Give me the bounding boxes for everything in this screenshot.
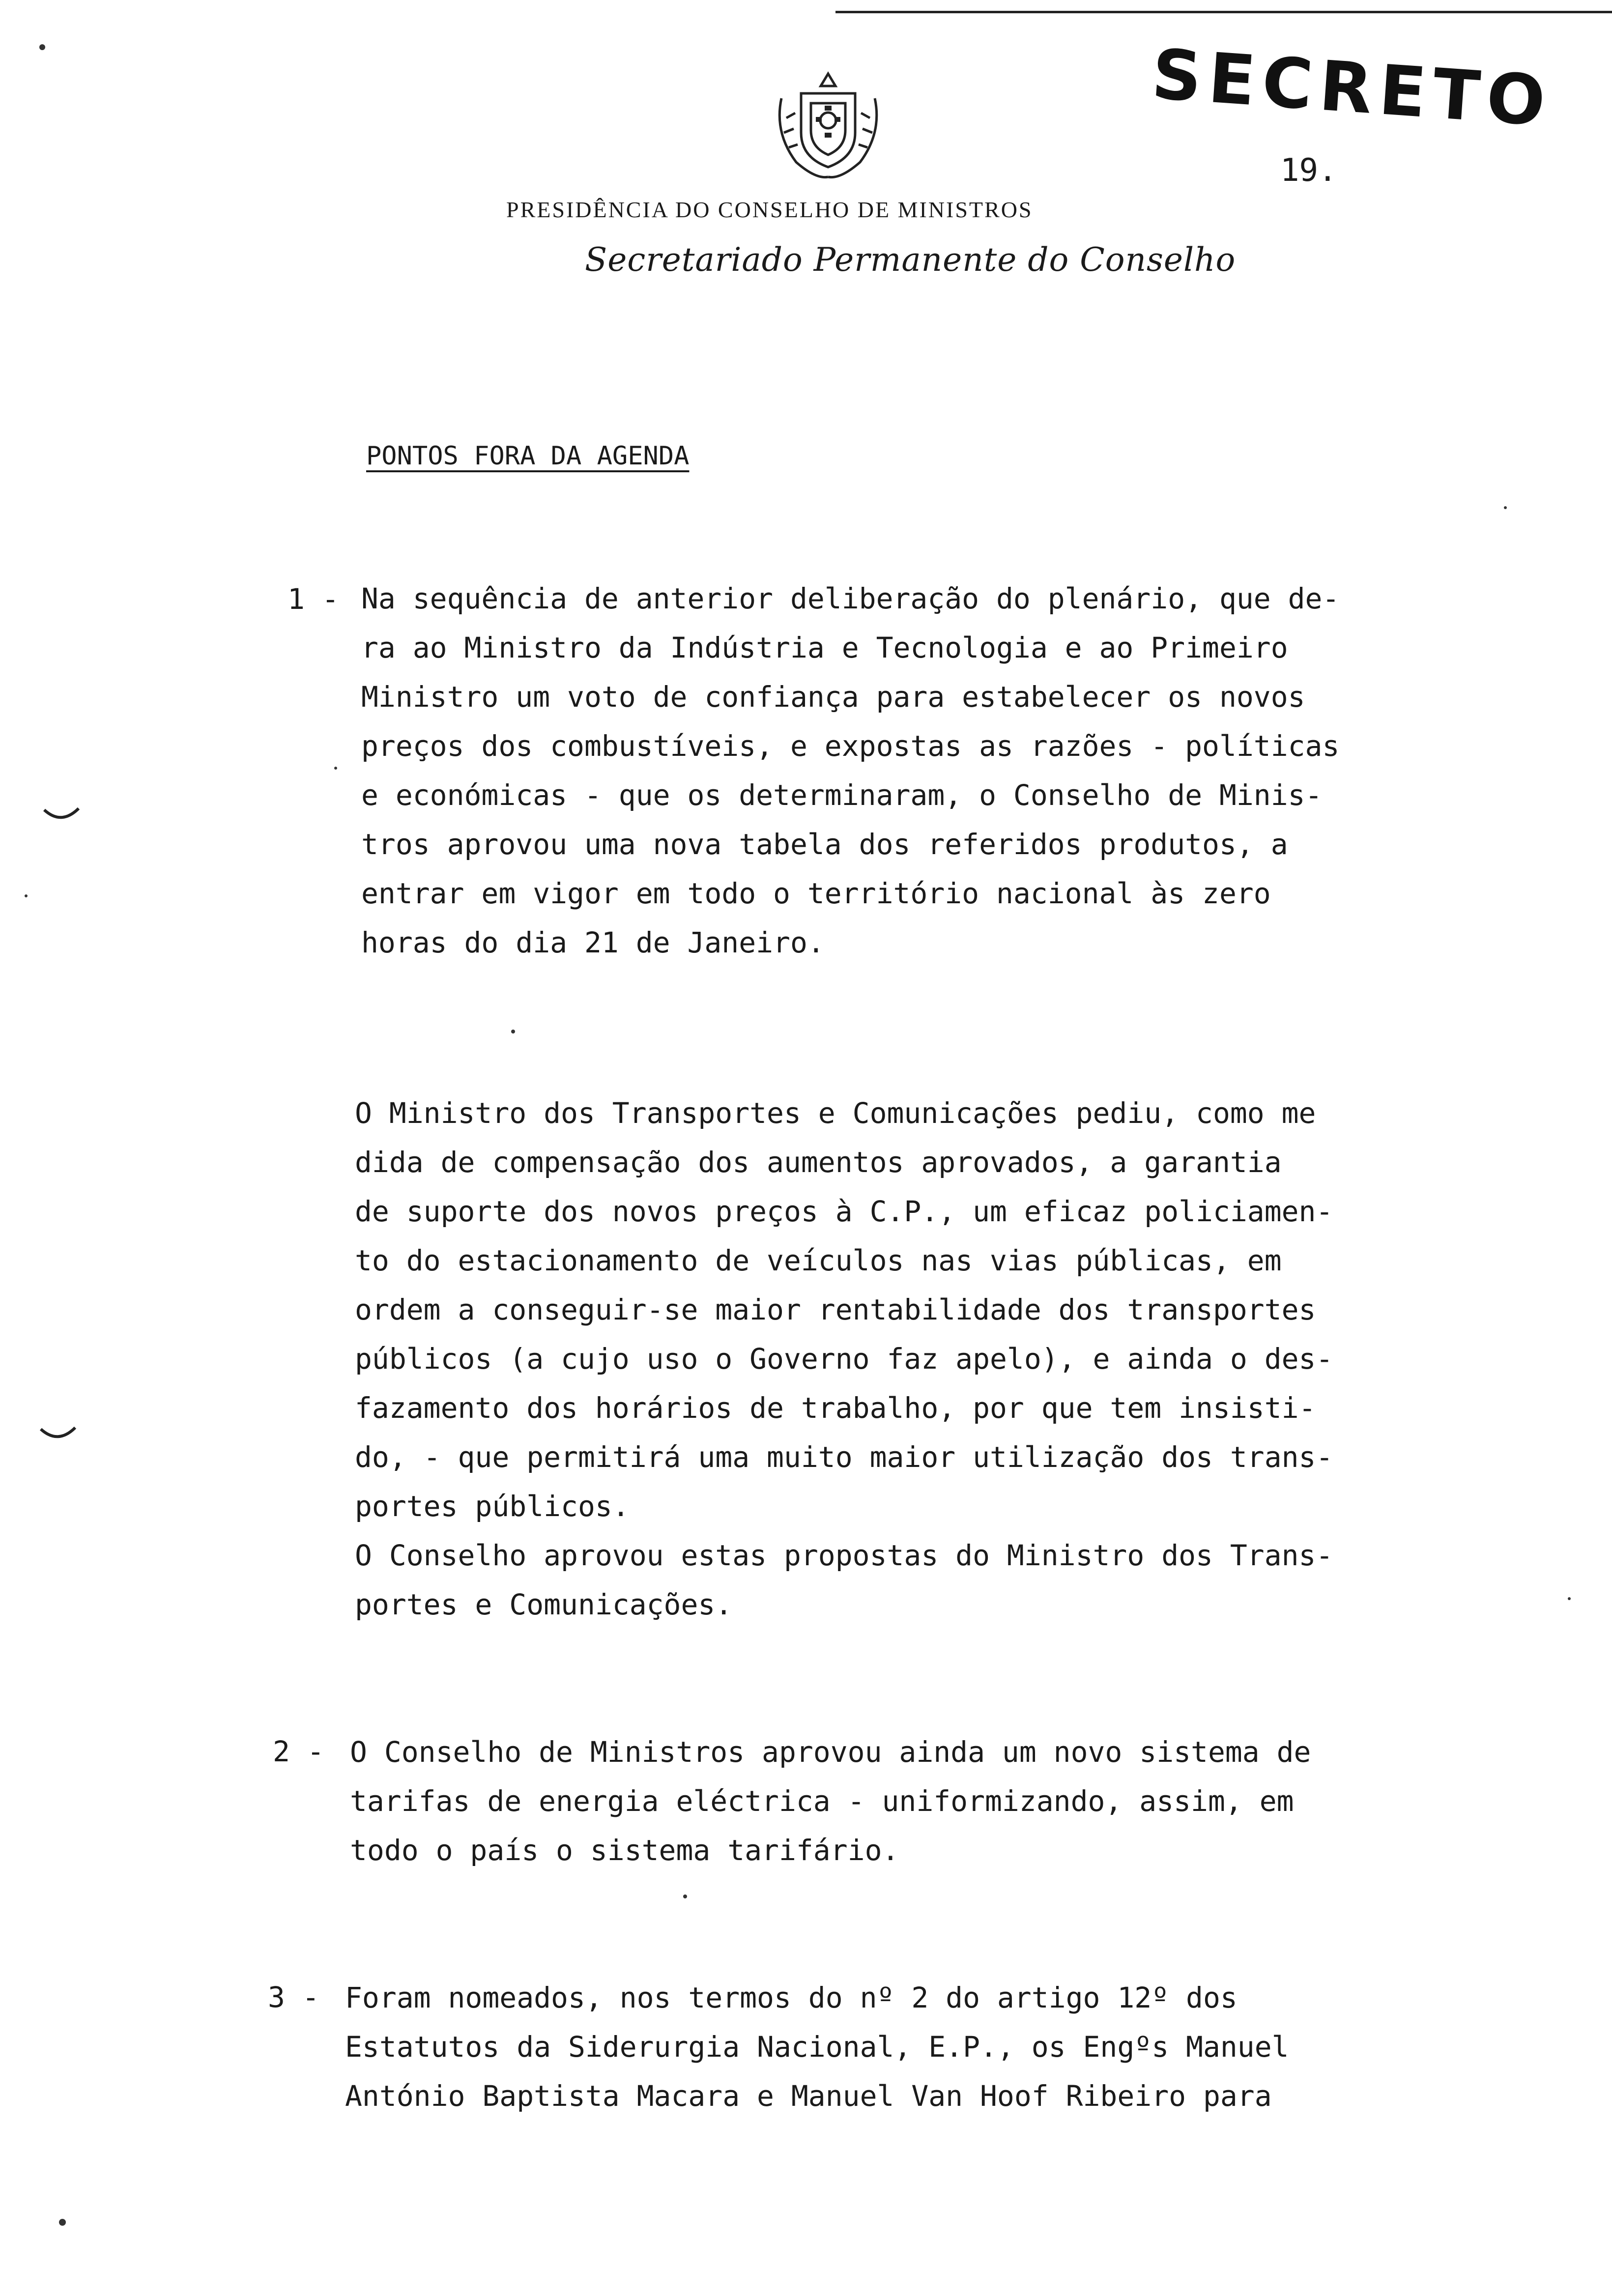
scan-speck — [59, 2219, 66, 2226]
item-paragraph — [361, 574, 1516, 967]
text-line: de suporte dos novos preços à C.P., um eficaz policiamen- — [355, 1195, 1333, 1228]
text-line: e económicas - que os determinaram, o Conselho de Minis- — [361, 778, 1323, 812]
coat-of-arms-icon — [767, 64, 890, 187]
text-line: O Conselho aprovou estas propostas do Ministro dos Trans- — [355, 1539, 1333, 1572]
top-rule — [835, 11, 1612, 13]
text-line: António Baptista Macara e Manuel Van Hoof Ribeiro para — [345, 2079, 1272, 2113]
text-line: Ministro um voto de confiança para estabelecer os novos — [361, 680, 1305, 714]
scan-speck — [683, 1894, 687, 1898]
scan-speck — [25, 894, 28, 897]
item-number: 2 - — [273, 1735, 324, 1768]
text-line: tarifas de energia eléctrica - uniformizando, assim, em — [350, 1784, 1294, 1818]
text-line: Foram nomeados, nos termos do nº 2 do artigo 12º dos — [345, 1981, 1238, 2014]
text-line: preços dos combustíveis, e expostas as razões - políticas — [361, 729, 1340, 763]
scan-speck — [334, 767, 337, 770]
text-line: Na sequência de anterior deliberação do plenário, que de- — [361, 582, 1340, 615]
page-number: 19. — [1280, 152, 1337, 189]
text-line: Estatutos da Siderurgia Nacional, E.P., os Engºs Manuel — [345, 2030, 1289, 2064]
item-paragraph — [350, 1727, 1505, 1875]
text-line: O Ministro dos Transportes e Comunicações pediu, como me — [355, 1096, 1316, 1130]
text-line: tros aprovou uma nova tabela dos referidos produtos, a — [361, 828, 1288, 861]
item-paragraph — [345, 1973, 1500, 2121]
section-heading: PONTOS FORA DA AGENDA — [366, 441, 690, 471]
text-line: todo o país o sistema tarifário. — [350, 1834, 899, 1867]
text-line: entrar em vigor em todo o território nacional às zero — [361, 877, 1271, 910]
scan-speck — [511, 1030, 515, 1033]
text-line: públicos (a cujo uso o Governo faz apelo), e ainda o des- — [355, 1342, 1333, 1376]
text-line: O Conselho de Ministros aprovou ainda um novo sistema de — [350, 1735, 1311, 1769]
margin-check-mark — [42, 806, 81, 826]
text-line: to do estacionamento de veículos nas vias públicas, em — [355, 1244, 1282, 1277]
office-header: PRESIDÊNCIA DO CONSELHO DE MINISTROS — [506, 197, 1033, 222]
item-number: 3 - — [268, 1980, 319, 2014]
text-line: ra ao Ministro da Indústria e Tecnologia e ao Primeiro — [361, 631, 1288, 664]
text-line: portes públicos. — [355, 1490, 630, 1523]
item-number: 1 - — [288, 582, 339, 616]
text-line: dida de compensação dos aumentos aprovados, a garantia — [355, 1146, 1282, 1179]
scan-speck — [1568, 1597, 1571, 1600]
scan-speck — [39, 44, 45, 50]
scan-speck — [1504, 506, 1507, 509]
text-line: fazamento dos horários de trabalho, por que tem insisti- — [355, 1391, 1316, 1425]
item-paragraph — [355, 1089, 1510, 1629]
text-line: portes e Comunicações. — [355, 1588, 733, 1621]
text-line: do, - que permitirá uma muito maior utilização dos trans- — [355, 1440, 1333, 1474]
text-line: horas do dia 21 de Janeiro. — [361, 926, 825, 959]
office-subtitle: Secretariado Permanente do Conselho — [585, 241, 1236, 279]
text-line: ordem a conseguir-se maior rentabilidade dos transportes — [355, 1293, 1316, 1326]
margin-check-mark — [38, 1425, 78, 1445]
classification-stamp: SECRETO — [1149, 34, 1555, 143]
